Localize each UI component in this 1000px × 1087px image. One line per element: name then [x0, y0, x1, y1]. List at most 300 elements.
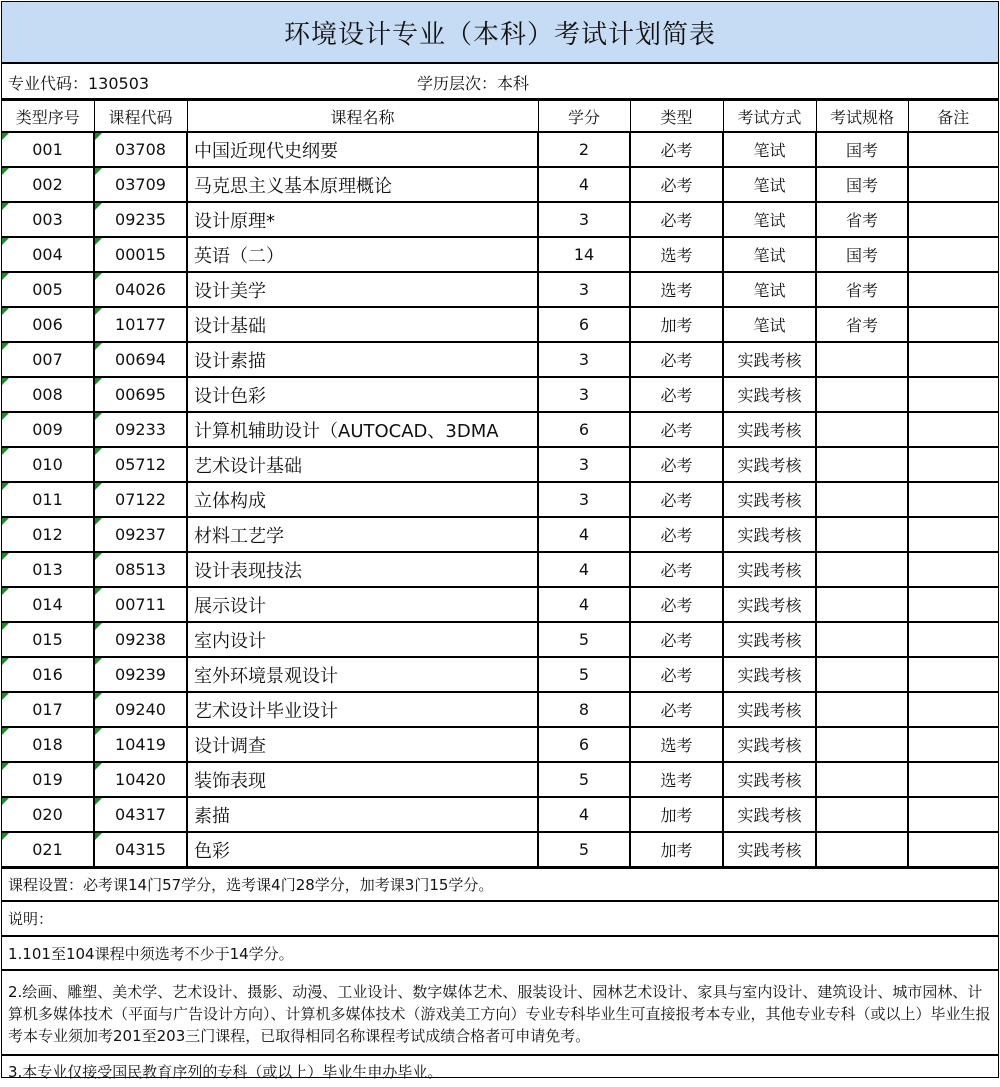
cell-exam-level-text: 省考 [845, 281, 878, 300]
cell-credits [538, 447, 630, 482]
table-row [2, 307, 998, 342]
cell-exam-method [723, 727, 816, 762]
cell-exam-method-text: 实践考核 [737, 561, 802, 580]
cell-type-number-text: 003 [32, 210, 63, 229]
cell-type-text: 加考 [660, 806, 693, 825]
cell-credits [538, 307, 630, 342]
cell-comment-marker-icon [95, 763, 102, 770]
cell-type-number [2, 797, 94, 832]
cell-course-code [94, 552, 187, 587]
cell-remarks [908, 657, 998, 692]
cell-comment-marker-icon [2, 343, 9, 350]
cell-credits [538, 832, 630, 867]
cell-exam-level [816, 272, 908, 307]
cell-type-number [2, 202, 94, 237]
cell-type-number [2, 587, 94, 622]
cell-comment-marker-icon [95, 343, 102, 350]
cell-course-code [94, 832, 187, 867]
table-row [2, 342, 998, 377]
cell-course-code [94, 797, 187, 832]
cell-course-name-text: 马克思主义基本原理概论 [194, 175, 392, 197]
cell-type-text: 必考 [660, 141, 693, 160]
cell-course-name [187, 272, 538, 307]
cell-type-number [2, 692, 94, 727]
cell-course-name [187, 377, 538, 412]
cell-credits [538, 762, 630, 797]
cell-type-text: 加考 [660, 841, 693, 860]
cell-type-number-text: 012 [32, 525, 63, 544]
cell-credits-text: 4 [578, 805, 590, 824]
cell-exam-method [723, 447, 816, 482]
cell-course-name-text: 中国近现代史纲要 [194, 140, 338, 162]
cell-course-code-text: 07122 [115, 490, 166, 509]
cell-course-name [187, 762, 538, 797]
cell-credits-text: 4 [578, 175, 590, 194]
cell-course-name [187, 517, 538, 552]
cell-comment-marker-icon [95, 238, 102, 245]
cell-course-code [94, 517, 187, 552]
cell-comment-marker-icon [95, 658, 102, 665]
table-row [2, 587, 998, 622]
cell-course-code [94, 272, 187, 307]
cell-type-number-text: 010 [32, 455, 63, 474]
cell-course-code-text: 00711 [115, 595, 166, 614]
cell-type-number-text: 006 [32, 315, 63, 334]
cell-exam-level [816, 202, 908, 237]
cell-course-code [94, 377, 187, 412]
cell-exam-method-text: 实践考核 [737, 841, 802, 860]
cell-exam-level [816, 587, 908, 622]
cell-course-code-text: 00015 [115, 245, 166, 264]
cell-course-name [187, 727, 538, 762]
cell-credits-text: 3 [578, 385, 590, 404]
cell-exam-level [816, 692, 908, 727]
cell-comment-marker-icon [2, 693, 9, 700]
cell-course-name [187, 237, 538, 272]
cell-remarks [908, 517, 998, 552]
cell-type-number [2, 412, 94, 447]
cell-exam-method [723, 622, 816, 657]
cell-course-code-text: 09233 [115, 420, 166, 439]
cell-exam-level [816, 307, 908, 342]
cell-course-name-text: 室外环境景观设计 [194, 665, 338, 687]
cell-type [630, 202, 723, 237]
cell-type-number [2, 377, 94, 412]
cell-exam-level-text: 省考 [845, 211, 878, 230]
cell-type-text: 必考 [660, 211, 693, 230]
cell-exam-level [816, 132, 908, 167]
cell-type-number [2, 762, 94, 797]
cell-course-name-text: 装饰表现 [194, 770, 266, 792]
cell-remarks [908, 552, 998, 587]
cell-comment-marker-icon [2, 798, 9, 805]
cell-remarks [908, 237, 998, 272]
cell-exam-method [723, 307, 816, 342]
cell-exam-method [723, 132, 816, 167]
cell-type [630, 692, 723, 727]
cell-course-name-text: 设计调查 [194, 735, 266, 757]
header-credits: 学分 [538, 101, 630, 133]
cell-exam-level-text: 省考 [845, 316, 878, 335]
cell-exam-level [816, 762, 908, 797]
table-header-row [2, 101, 998, 133]
cell-comment-marker-icon [95, 728, 102, 735]
cell-type-number [2, 447, 94, 482]
cell-comment-marker-icon [95, 693, 102, 700]
cell-credits-text: 6 [578, 315, 590, 334]
cell-type-text: 必考 [660, 351, 693, 370]
cell-exam-method-text: 实践考核 [737, 736, 802, 755]
cell-type-number-text: 013 [32, 560, 63, 579]
cell-course-name-text: 艺术设计毕业设计 [194, 700, 338, 722]
cell-course-code [94, 692, 187, 727]
cell-exam-level-text: 国考 [845, 141, 878, 160]
cell-course-code [94, 237, 187, 272]
cell-type-text: 选考 [660, 246, 693, 265]
cell-course-name-text: 计算机辅助设计（AUTOCAD、3DMA [194, 420, 499, 442]
cell-course-name [187, 832, 538, 867]
cell-course-code-text: 10420 [115, 770, 166, 789]
cell-course-name-text: 展示设计 [194, 595, 266, 617]
cell-remarks [908, 762, 998, 797]
cell-exam-method [723, 797, 816, 832]
cell-type-number-text: 011 [32, 490, 63, 509]
cell-type [630, 412, 723, 447]
cell-credits-text: 3 [578, 210, 590, 229]
cell-course-name-text: 设计素描 [194, 350, 266, 372]
cell-course-name-text: 设计色彩 [194, 385, 266, 407]
cell-exam-method [723, 657, 816, 692]
table-row [2, 237, 998, 272]
cell-credits [538, 587, 630, 622]
cell-type [630, 342, 723, 377]
cell-course-name [187, 447, 538, 482]
cell-course-code-text: 03709 [115, 175, 166, 194]
cell-type-text: 必考 [660, 561, 693, 580]
cell-type-number [2, 832, 94, 867]
cell-comment-marker-icon [95, 588, 102, 595]
cell-course-code [94, 622, 187, 657]
cell-course-code [94, 762, 187, 797]
cell-credits [538, 797, 630, 832]
cell-comment-marker-icon [95, 308, 102, 315]
cell-comment-marker-icon [2, 588, 9, 595]
cell-exam-method-text: 笔试 [753, 281, 786, 300]
cell-credits-text: 6 [578, 735, 590, 754]
cell-remarks [908, 412, 998, 447]
cell-type [630, 377, 723, 412]
header-exam-level: 考试规格 [816, 101, 908, 133]
cell-exam-method-text: 笔试 [753, 316, 786, 335]
cell-type-number-text: 009 [32, 420, 63, 439]
cell-credits-text: 5 [578, 630, 590, 649]
cell-comment-marker-icon [95, 378, 102, 385]
cell-remarks [908, 832, 998, 867]
cell-remarks [908, 272, 998, 307]
table-row [2, 622, 998, 657]
cell-course-name-text: 设计美学 [194, 280, 266, 302]
cell-exam-level [816, 447, 908, 482]
cell-credits [538, 482, 630, 517]
cell-type-number [2, 307, 94, 342]
cell-type-number [2, 727, 94, 762]
cell-course-name [187, 167, 538, 202]
cell-type [630, 797, 723, 832]
cell-remarks [908, 727, 998, 762]
cell-remarks [908, 342, 998, 377]
cell-exam-level [816, 832, 908, 867]
cell-exam-method [723, 517, 816, 552]
cell-remarks [908, 167, 998, 202]
cell-exam-method-text: 实践考核 [737, 386, 802, 405]
header-exam-method: 考试方式 [723, 101, 816, 133]
cell-credits-text: 5 [578, 770, 590, 789]
cell-course-name-text: 设计基础 [194, 315, 266, 337]
cell-course-code [94, 342, 187, 377]
cell-course-name [187, 552, 538, 587]
cell-type-number-text: 017 [32, 700, 63, 719]
cell-course-code-text: 09237 [115, 525, 166, 544]
cell-credits-text: 5 [578, 665, 590, 684]
cell-exam-method-text: 实践考核 [737, 806, 802, 825]
cell-exam-level [816, 412, 908, 447]
cell-exam-method [723, 272, 816, 307]
cell-credits-text: 3 [578, 455, 590, 474]
cell-type-text: 选考 [660, 771, 693, 790]
cell-comment-marker-icon [2, 553, 9, 560]
cell-type-number [2, 482, 94, 517]
cell-exam-level [816, 622, 908, 657]
cell-course-name-text: 素描 [194, 805, 230, 827]
cell-comment-marker-icon [95, 413, 102, 420]
cell-course-code [94, 657, 187, 692]
cell-course-code-text: 10419 [115, 735, 166, 754]
table-row [2, 517, 998, 552]
cell-type [630, 237, 723, 272]
cell-credits [538, 342, 630, 377]
cell-type-number-text: 019 [32, 770, 63, 789]
cell-course-name [187, 587, 538, 622]
cell-course-name-text: 设计原理* [194, 210, 275, 232]
cell-credits [538, 377, 630, 412]
cell-comment-marker-icon [2, 448, 9, 455]
cell-exam-method [723, 482, 816, 517]
cell-course-name [187, 202, 538, 237]
cell-type-number [2, 272, 94, 307]
cell-credits [538, 237, 630, 272]
table-row [2, 377, 998, 412]
cell-course-code-text: 08513 [115, 560, 166, 579]
cell-comment-marker-icon [2, 168, 9, 175]
cell-credits [538, 412, 630, 447]
note-3: 3.本专业仅接受国民教育序列的专科（或以上）毕业生申办毕业。 [2, 1054, 998, 1087]
table-row [2, 552, 998, 587]
header-type: 类型 [630, 101, 723, 133]
cell-type [630, 132, 723, 167]
cell-comment-marker-icon [2, 308, 9, 315]
cell-credits [538, 552, 630, 587]
cell-exam-method-text: 实践考核 [737, 351, 802, 370]
header-type-number: 类型序号 [2, 101, 94, 133]
cell-exam-method [723, 377, 816, 412]
cell-type [630, 482, 723, 517]
table-row [2, 657, 998, 692]
cell-type-number-text: 005 [32, 280, 63, 299]
cell-course-code [94, 587, 187, 622]
cell-course-name-text: 设计表现技法 [194, 560, 302, 582]
cell-credits-text: 3 [578, 350, 590, 369]
cell-exam-method-text: 笔试 [753, 211, 786, 230]
cell-credits [538, 167, 630, 202]
cell-course-name [187, 482, 538, 517]
cell-exam-level [816, 342, 908, 377]
header-remarks: 备注 [908, 101, 998, 133]
cell-type-number-text: 018 [32, 735, 63, 754]
cell-exam-method-text: 笔试 [753, 141, 786, 160]
cell-comment-marker-icon [2, 763, 9, 770]
education-level: 学历层次：本科 [417, 74, 530, 93]
cell-type [630, 307, 723, 342]
cell-course-name-text: 室内设计 [194, 630, 266, 652]
table-row [2, 482, 998, 517]
cell-type-number-text: 004 [32, 245, 63, 264]
cell-remarks [908, 307, 998, 342]
cell-type-number [2, 167, 94, 202]
cell-type-number [2, 657, 94, 692]
cell-exam-method [723, 692, 816, 727]
page-title: 环境设计专业（本科）考试计划简表 [2, 2, 998, 64]
cell-comment-marker-icon [95, 483, 102, 490]
cell-comment-marker-icon [2, 203, 9, 210]
cell-type-number-text: 016 [32, 665, 63, 684]
cell-course-name [187, 342, 538, 377]
cell-remarks [908, 447, 998, 482]
cell-exam-level [816, 552, 908, 587]
cell-type-number [2, 342, 94, 377]
cell-type-number-text: 007 [32, 350, 63, 369]
cell-remarks [908, 622, 998, 657]
cell-course-code [94, 167, 187, 202]
cell-comment-marker-icon [95, 553, 102, 560]
cell-type [630, 552, 723, 587]
cell-type [630, 622, 723, 657]
cell-remarks [908, 587, 998, 622]
cell-remarks [908, 692, 998, 727]
cell-credits [538, 132, 630, 167]
major-code: 专业代码：130503 [8, 74, 150, 93]
cell-comment-marker-icon [2, 658, 9, 665]
cell-course-code [94, 727, 187, 762]
table-row [2, 447, 998, 482]
table-row [2, 762, 998, 797]
cell-exam-level [816, 657, 908, 692]
cell-course-code-text: 03708 [115, 140, 166, 159]
cell-exam-level-text: 国考 [845, 176, 878, 195]
cell-exam-method [723, 342, 816, 377]
cell-type-number-text: 001 [32, 140, 63, 159]
cell-credits-text: 3 [578, 490, 590, 509]
cell-comment-marker-icon [2, 483, 9, 490]
cell-type-number [2, 237, 94, 272]
cell-comment-marker-icon [2, 833, 9, 840]
table-row [2, 727, 998, 762]
table-row [2, 797, 998, 832]
cell-type-number-text: 002 [32, 175, 63, 194]
cell-exam-method-text: 实践考核 [737, 631, 802, 650]
cell-course-code-text: 00694 [115, 350, 166, 369]
cell-comment-marker-icon [2, 413, 9, 420]
note-2: 2.绘画、雕塑、美术学、艺术设计、摄影、动漫、工业设计、数字媒体艺术、服装设计、园林艺术设计、家具与室内设计、建筑设计、城市园林、计算机多媒体技术（平面与广告设计方向）、计算机多媒体技术（游戏美工方向）专业专科毕业生可直接报考本专业，其他专业专科（或以上）毕业生报考本专业须加考201至203三门课程，已取得相同名称课程考试成绩合格者可申请免考。 [2, 969, 998, 1054]
cell-exam-method-text: 笔试 [753, 246, 786, 265]
cell-exam-method-text: 实践考核 [737, 491, 802, 510]
cell-exam-method [723, 552, 816, 587]
cell-type-text: 必考 [660, 421, 693, 440]
cell-comment-marker-icon [95, 203, 102, 210]
cell-type-number-text: 021 [32, 840, 63, 859]
table-row [2, 272, 998, 307]
cell-type-text: 必考 [660, 596, 693, 615]
cell-comment-marker-icon [95, 518, 102, 525]
cell-credits [538, 272, 630, 307]
cell-course-code [94, 202, 187, 237]
cell-type [630, 727, 723, 762]
cell-course-code-text: 09235 [115, 210, 166, 229]
cell-type-text: 必考 [660, 456, 693, 475]
cell-type-text: 必考 [660, 631, 693, 650]
cell-exam-method [723, 202, 816, 237]
cell-course-name [187, 657, 538, 692]
cell-type-text: 必考 [660, 491, 693, 510]
cell-course-name [187, 132, 538, 167]
cell-course-name-text: 艺术设计基础 [194, 455, 302, 477]
table-row [2, 132, 998, 167]
cell-type-text: 必考 [660, 386, 693, 405]
major-info-row [2, 64, 998, 100]
header-course-name: 课程名称 [187, 101, 538, 133]
cell-credits-text: 14 [573, 245, 595, 264]
cell-course-name-text: 材料工艺学 [194, 525, 284, 547]
cell-type-text: 必考 [660, 701, 693, 720]
cell-credits-text: 6 [578, 420, 590, 439]
cell-course-code [94, 447, 187, 482]
cell-exam-method [723, 762, 816, 797]
cell-course-name [187, 307, 538, 342]
cell-type [630, 762, 723, 797]
cell-credits-text: 2 [578, 140, 590, 159]
cell-course-code-text: 04315 [115, 840, 166, 859]
cell-exam-method [723, 832, 816, 867]
cell-credits-text: 4 [578, 560, 590, 579]
cell-comment-marker-icon [95, 623, 102, 630]
cell-type-number [2, 552, 94, 587]
cell-type [630, 587, 723, 622]
cell-comment-marker-icon [95, 798, 102, 805]
cell-comment-marker-icon [95, 168, 102, 175]
cell-credits [538, 657, 630, 692]
cell-exam-method [723, 587, 816, 622]
cell-remarks [908, 377, 998, 412]
header-course-code: 课程代码 [94, 101, 187, 133]
cell-remarks [908, 797, 998, 832]
table-row [2, 202, 998, 237]
cell-comment-marker-icon [2, 518, 9, 525]
cell-remarks [908, 482, 998, 517]
cell-exam-method-text: 实践考核 [737, 666, 802, 685]
cell-credits [538, 692, 630, 727]
cell-credits-text: 5 [578, 840, 590, 859]
cell-type [630, 832, 723, 867]
cell-course-name-text: 色彩 [194, 840, 230, 862]
